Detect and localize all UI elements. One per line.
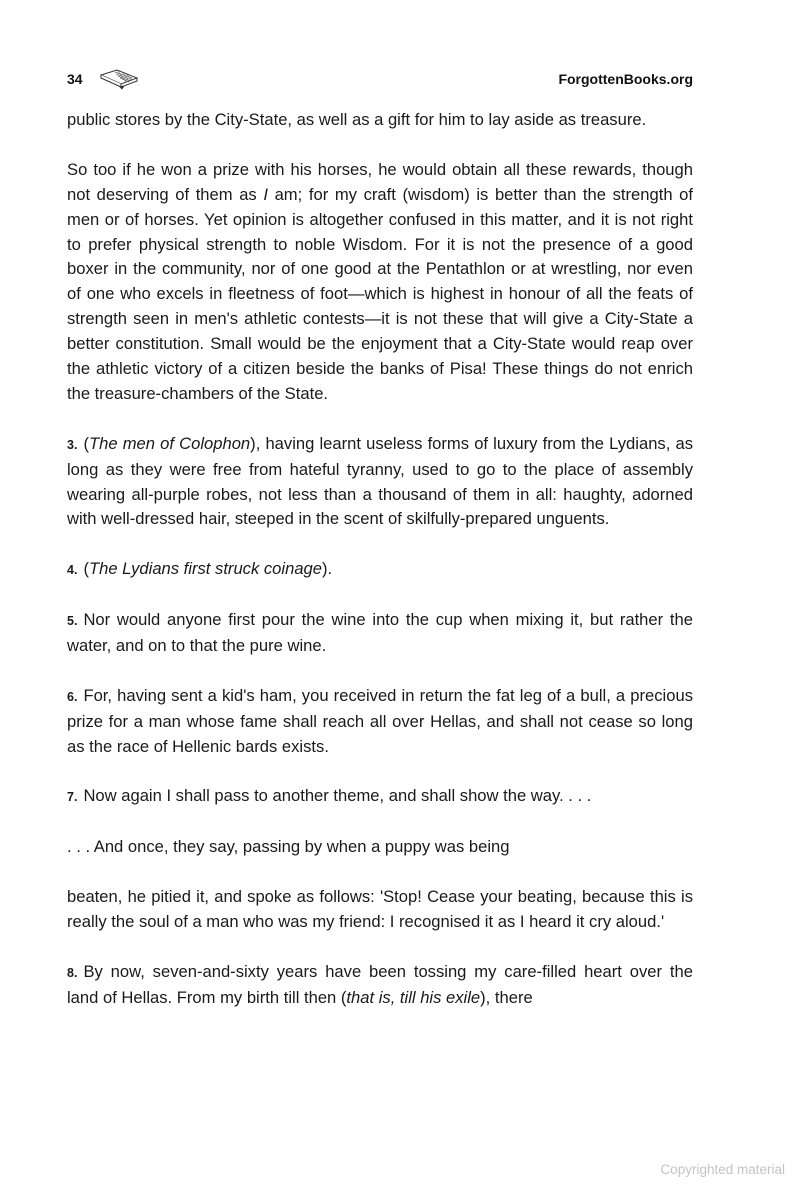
italic-text: The Lydians first struck coinage xyxy=(88,559,323,579)
paragraph-text: ), having learnt useless forms of luxury from the Lydians, as long as they were free from hateful tyranny, used to go to the place of assembly wearing all-purple robes, not less than a thousand of them in all: haughty, adorned with well-dressed hair, steeped in the scent of skilfully-prepared unguents. xyxy=(67,433,693,529)
page-number: 34 xyxy=(67,71,83,87)
fragment-3 xyxy=(67,432,693,533)
paragraph-horses xyxy=(67,158,693,407)
paragraph-text: By now, seven-and-sixty years have been tossing my care-filled heart over the land of Hellas. From my birth till then ( xyxy=(67,961,693,1007)
paragraph-text: ( xyxy=(83,559,89,579)
open-book-icon xyxy=(99,66,141,92)
paragraph-puppy xyxy=(67,835,693,860)
fragment-7 xyxy=(67,784,693,810)
italic-text: The men of Colophon xyxy=(88,433,251,453)
copyright-watermark: Copyrighted material xyxy=(660,1162,785,1177)
fragment-8 xyxy=(67,960,693,1011)
site-name: ForgottenBooks.org xyxy=(558,71,693,87)
paragraph-continuation xyxy=(67,108,693,133)
paragraph-text: . . . And once, they say, passing by when a puppy was being xyxy=(67,837,510,857)
paragraph-text: public stores by the City-State, as well as a gift for him to lay aside as treasure. xyxy=(67,110,647,129)
paragraph-beaten xyxy=(67,885,693,935)
fragment-number: 5. xyxy=(67,614,78,629)
fragment-number: 3. xyxy=(67,437,78,452)
paragraph-text: Nor would anyone first pour the wine into the cup when mixing it, but rather the water, and on to that the pure wine. xyxy=(67,610,693,655)
fragment-6 xyxy=(67,684,693,760)
paragraph-text: ). xyxy=(322,559,333,579)
fragment-4 xyxy=(67,557,693,583)
paragraph-text: Now again I shall pass to another theme, and shall show the way. . . . xyxy=(83,786,592,806)
paragraph-text: ), there xyxy=(480,987,533,1007)
page-body xyxy=(67,108,693,1035)
fragment-number: 4. xyxy=(67,563,78,578)
italic-text: I xyxy=(263,184,268,204)
paragraph-text: ( xyxy=(83,433,89,453)
fragment-number: 7. xyxy=(67,790,78,805)
fragment-5 xyxy=(67,608,693,659)
paragraph-text: beaten, he pitied it, and spoke as follows: 'Stop! Cease your beating, because this is really the soul of a man who was my friend: I recognised it as I heard it cry aloud.' xyxy=(67,886,693,931)
fragment-number: 8. xyxy=(67,965,78,980)
page-header xyxy=(67,64,693,94)
paragraph-text: For, having sent a kid's ham, you received in return the fat leg of a bull, a precious prize for a man whose fame shall reach all over Hellas, and shall not cease so long as the race of Hellenic bards exists. xyxy=(67,685,693,756)
fragment-number: 6. xyxy=(67,689,78,704)
paragraph-text: am; for my craft (wisdom) is better than the strength of men or of horses. Yet opinion is altogether confused in this matter, and it is not right to prefer physical strength to noble Wisdom. For it is not the presence of a good boxer in the community, nor of one good at the Pentathlon or at wrestling, nor even of one who excels in fleetness of foot—which is highest in honour of all the feats of strength seen in men's athletic contests—it is not these that will give a City-State a better constitution. Small would be the enjoyment that a City-State would reap over the athletic victory of a citizen beside the banks of Pisa! These things do not enrich the treasure-chambers of the State. xyxy=(67,184,693,403)
paragraph-text: So too if he won a prize with his horses, he would obtain all these rewards, though not deserving of them as xyxy=(67,159,693,204)
italic-text: that is, till his exile xyxy=(346,987,481,1007)
header-left xyxy=(67,66,141,92)
